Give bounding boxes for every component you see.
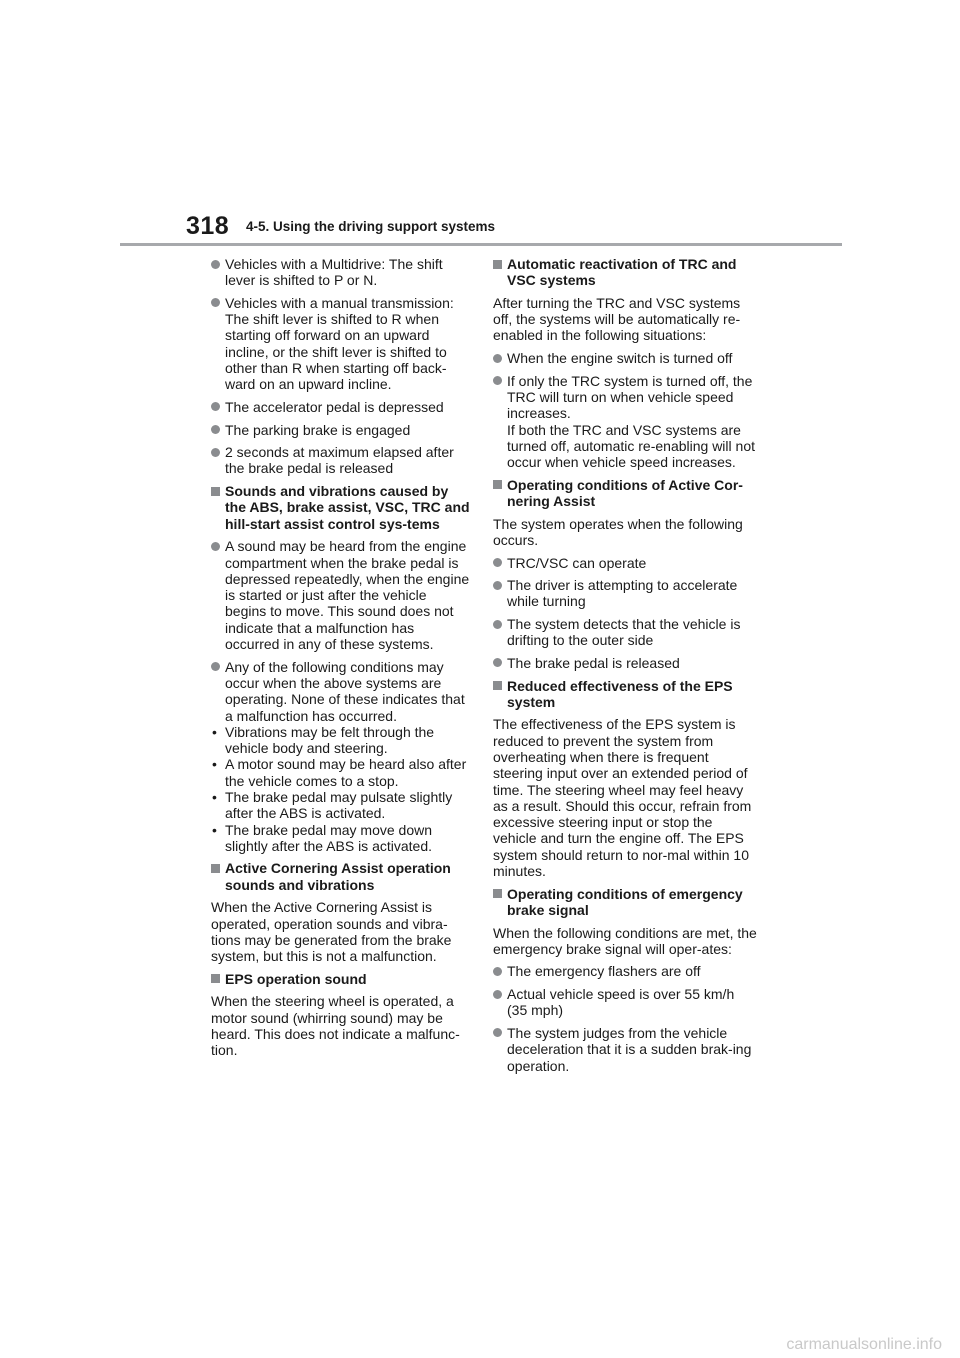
subsection-heading: Sounds and vibrations caused by the ABS, brake assist, VSC, TRC and hill-start assist control sys-tems [211,483,471,532]
heading-square-icon [211,864,220,873]
bullet-item: TRC/VSC can operate [493,555,757,571]
bullet-item: The emergency flashers are off [493,963,757,979]
bullet-item: The accelerator pedal is depressed [211,399,471,415]
bullet-item: Vehicles with a manual transmission: The shift lever is shifted to R when starting off forward on an upward incline, or the shift lever is shifted to other than R when starting off back-ward on an upward incline. [211,295,471,393]
bullet-item: The driver is attempting to accelerate while turning [493,577,757,610]
heading-square-icon [211,487,220,496]
subsection-heading: EPS operation sound [211,971,471,987]
footer-watermark: carmanualsonline.info [786,1336,942,1353]
sub-list-item: • The brake pedal may move down slightly after the ABS is activated. [212,821,432,854]
bullet-item: The brake pedal is released [493,655,757,671]
header-divider [120,243,842,246]
bullet-dot-icon [493,620,502,629]
section-title: 4-5. Using the driving support systems [246,219,496,234]
bullet-dot-icon [211,448,220,457]
bullet-item: The parking brake is engaged [211,422,471,438]
right-column [493,256,757,1080]
bullet-dot-icon [211,260,220,269]
bullet-dot-icon [211,425,220,434]
bullet-dot-icon [493,376,502,385]
sub-list-item: • A motor sound may be heard also after the vehicle comes to a stop. [212,756,467,789]
bullet-item: A sound may be heard from the engine compartment when the brake pedal is depressed repeatedly, when the engine is started or just after the vehicle begins to move. This sound does not indicate that a malfunction has occurred in any of these systems. [211,538,471,652]
paragraph: When the Active Cornering Assist is operated, operation sounds and vibra-tions may be generated from the brake system, but this is not a malfunction. [211,899,452,965]
sub-list-item: • Vibrations may be felt through the vehicle body and steering. [212,723,435,757]
bullet-dot-icon [493,658,502,667]
bullet-item: Vehicles with a Multidrive: The shift lever is shifted to P or N. [211,256,471,289]
bullet-item: Actual vehicle speed is over 55 km/h (35 mph) [493,986,757,1019]
bullet-dot-icon [493,967,502,976]
subsection-heading: Operating conditions of emergency brake signal [493,886,757,919]
bullet-dot-icon [493,354,502,363]
heading-square-icon [493,889,502,898]
heading-square-icon [493,260,502,269]
paragraph: The system operates when the following occurs. [493,515,743,548]
page-number: 318 [186,212,230,240]
heading-square-icon [493,681,502,690]
paragraph: The effectiveness of the EPS system is reduced to prevent the system from overheating when there is frequent steering input over an extended period of time. The steering wheel may feel heavy as a result. Should this occur, refrain from excessive steering input or stop the vehicle and turn the engine off. The EPS system should return to nor-mal within 10 minutes. [493,716,752,880]
bullet-item: The system detects that the vehicle is drifting to the outer side [493,616,757,649]
bullet-item: Any of the following conditions may occur when the above systems are operating. None of these indicates that a malfunction has occurred. [211,659,471,724]
bullet-dot-icon [493,581,502,590]
sub-list [211,724,471,854]
subsection-heading: Operating conditions of Active Cor-nering Assist [493,477,757,510]
bullet-dot-icon [493,1028,502,1037]
bullet-item: The system judges from the vehicle deceleration that it is a sudden brak-ing operation. [493,1025,757,1074]
heading-square-icon [493,480,502,489]
left-column [211,256,471,1065]
bullet-item: When the engine switch is turned off [493,350,757,366]
paragraph: When the steering wheel is operated, a motor sound (whirring sound) may be heard. This does not indicate a malfunc-tion. [211,993,460,1059]
subsection-heading: Automatic reactivation of TRC and VSC systems [493,256,757,289]
bullet-item: 2 seconds at maximum elapsed after the brake pedal is released [211,444,471,477]
bullet-dot-icon [211,298,220,307]
bullet-dot-icon [211,402,220,411]
paragraph: When the following conditions are met, the emergency brake signal will oper-ates: [493,924,757,957]
subsection-heading: Active Cornering Assist operation sounds and vibrations [211,860,471,893]
bullet-dot-icon [493,990,502,999]
bullet-dot-icon [493,558,502,567]
sub-list-item: • The brake pedal may pulsate slightly after the ABS is activated. [212,788,453,822]
bullet-item: If only the TRC system is turned off, the TRC will turn on when vehicle speed increases. If both the TRC and VSC systems are turned off, automatic re-enabling will not occur when vehicle speed increases. [493,373,757,471]
paragraph: After turning the TRC and VSC systems off, the systems will be automatically re-enabled in the following situations: [493,294,741,344]
subsection-heading: Reduced effectiveness of the EPS system [493,678,757,711]
bullet-dot-icon [211,542,220,551]
heading-square-icon [211,974,220,983]
bullet-dot-icon [211,662,220,671]
